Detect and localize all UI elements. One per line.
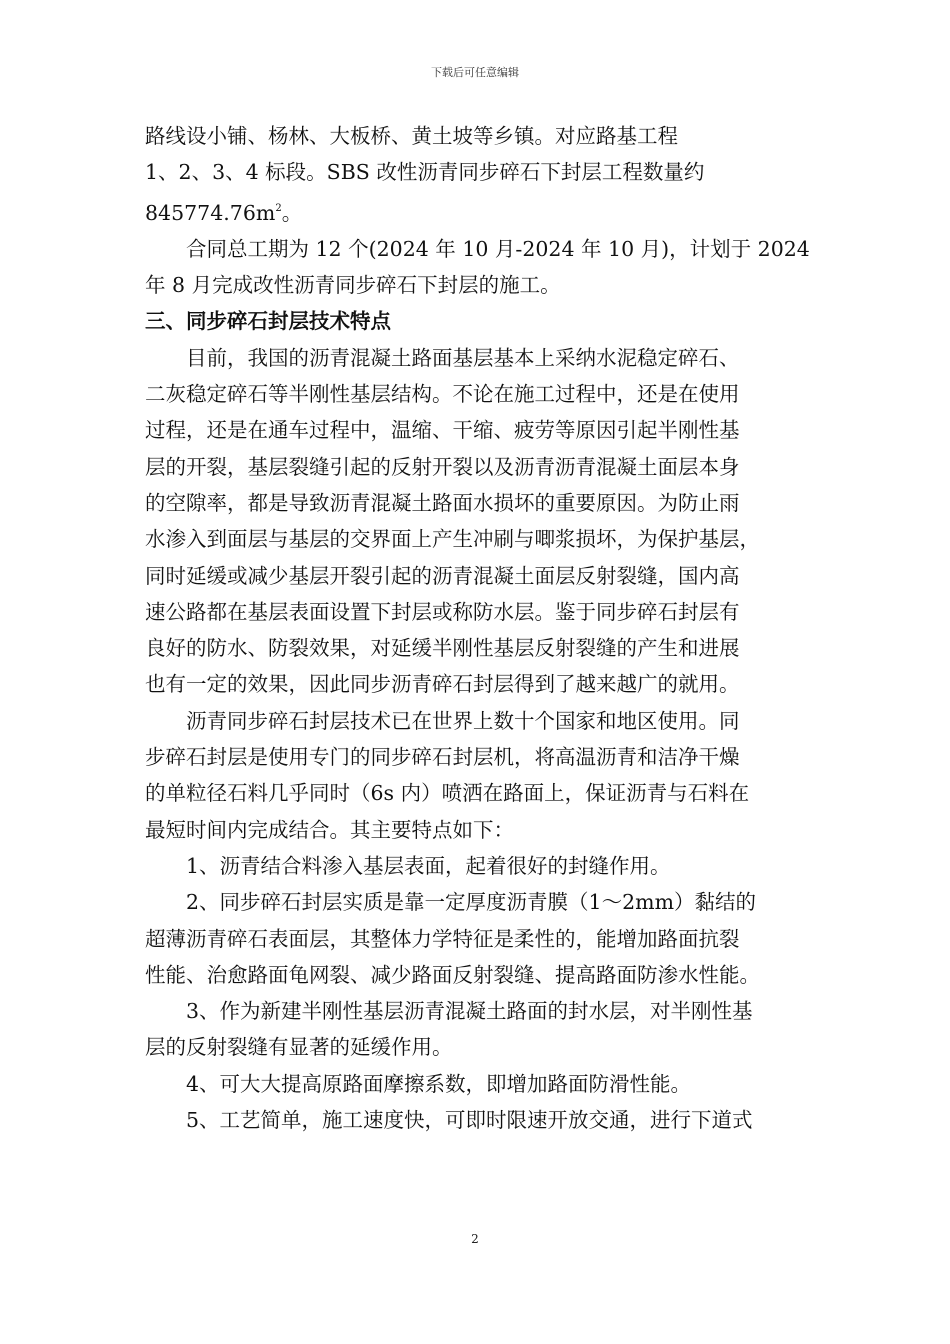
- list-item: [145, 884, 805, 993]
- text-line: 步碎石封层是使用专门的同步碎石封层机，将高温沥青和洁净干燥: [145, 745, 740, 770]
- list-item: [145, 1066, 805, 1102]
- text-line: 1、沥青结合料渗入基层表面，起着很好的封缝作用。: [186, 853, 671, 878]
- page-header: 下载后可任意编辑: [431, 66, 519, 79]
- text-line: 2、同步碎石封层实质是靠一定厚度沥青膜（1～2mm）黏结的: [186, 890, 757, 915]
- superscript: 2: [275, 202, 282, 214]
- text-line: 3、作为新建半刚性基层沥青混凝土路面的封水层，对半刚性基: [186, 999, 753, 1024]
- text-line: 性能、治愈路面龟网裂、减少路面反射裂缝、提高路面防渗水性能。: [145, 962, 760, 987]
- page-number: 2: [471, 1232, 479, 1246]
- punctuation: 。: [281, 200, 303, 225]
- text-line: 速公路都在基层表面设置下封层或称防水层。鉴于同步碎石封层有: [145, 599, 740, 624]
- quantity-value: 845774.76m: [145, 200, 276, 225]
- text-line: 最短时间内完成结合。其主要特点如下：: [145, 817, 514, 842]
- text-line: 目前，我国的沥青混凝土路面基层基本上采纳水泥稳定碎石、: [186, 345, 740, 370]
- text-line: 年 8 月完成改性沥青同步碎石下封层的施工。: [145, 273, 561, 298]
- text-line: 超薄沥青碎石表面层，其整体力学特征是柔性的，能增加路面抗裂: [145, 926, 740, 951]
- list-item: [145, 993, 805, 1066]
- text-line: 的单粒径石料几乎同时（6s 内）喷洒在路面上，保证沥青与石料在: [145, 781, 750, 806]
- text-line: 水渗入到面层与基层的交界面上产生冲刷与唧浆损坏，为保护基层，: [145, 527, 760, 552]
- text-line: 同时延缓或减少基层开裂引起的沥青混凝土面层反射裂缝，国内高: [145, 563, 740, 588]
- paragraph-technology: [145, 703, 805, 848]
- text-line: 4、可大大提高原路面摩擦系数，即增加路面防滑性能。: [186, 1071, 692, 1096]
- text-line: 路线设小铺、杨林、大板桥、黄土坡等乡镇。对应路基工程: [145, 124, 678, 148]
- list-item: [145, 1102, 805, 1138]
- document-body: [145, 118, 810, 1138]
- paragraph-route: [145, 118, 805, 231]
- text-line: 也有一定的效果，因此同步沥青碎石封层得到了越来越广的就用。: [145, 672, 740, 697]
- text-line: 沥青同步碎石封层技术已在世界上数十个国家和地区使用。同: [186, 708, 740, 733]
- text-line: [145, 191, 805, 231]
- section-heading: 三、同步碎石封层技术特点: [145, 309, 391, 334]
- text-line: 的空隙率，都是导致沥青混凝土路面水损坏的重要原因。为防止雨: [145, 490, 740, 515]
- text-line: 合同总工期为 12 个(2024 年 10 月-2024 年 10 月)，计划于 2024: [186, 236, 810, 261]
- paragraph-schedule: [145, 231, 810, 304]
- text-line: 5、工艺简单，施工速度快，可即时限速开放交通，进行下道式: [186, 1108, 753, 1133]
- text-line: 过程，还是在通车过程中，温缩、干缩、疲劳等原因引起半刚性基: [145, 418, 740, 443]
- text-line: 层的开裂，基层裂缝引起的反射开裂以及沥青沥青混凝土面层本身: [145, 454, 740, 479]
- paragraph-background: [145, 340, 805, 703]
- text-line: 层的反射裂缝有显著的延缓作用。: [145, 1035, 453, 1060]
- list-item: [145, 848, 805, 884]
- text-line: 1、2、3、4 标段。SBS 改性沥青同步碎石下封层工程数量约: [145, 160, 705, 185]
- text-line: 二灰稳定碎石等半刚性基层结构。不论在施工过程中，还是在使用: [145, 382, 740, 407]
- text-line: 良好的防水、防裂效果，对延缓半刚性基层反射裂缝的产生和进展: [145, 636, 740, 661]
